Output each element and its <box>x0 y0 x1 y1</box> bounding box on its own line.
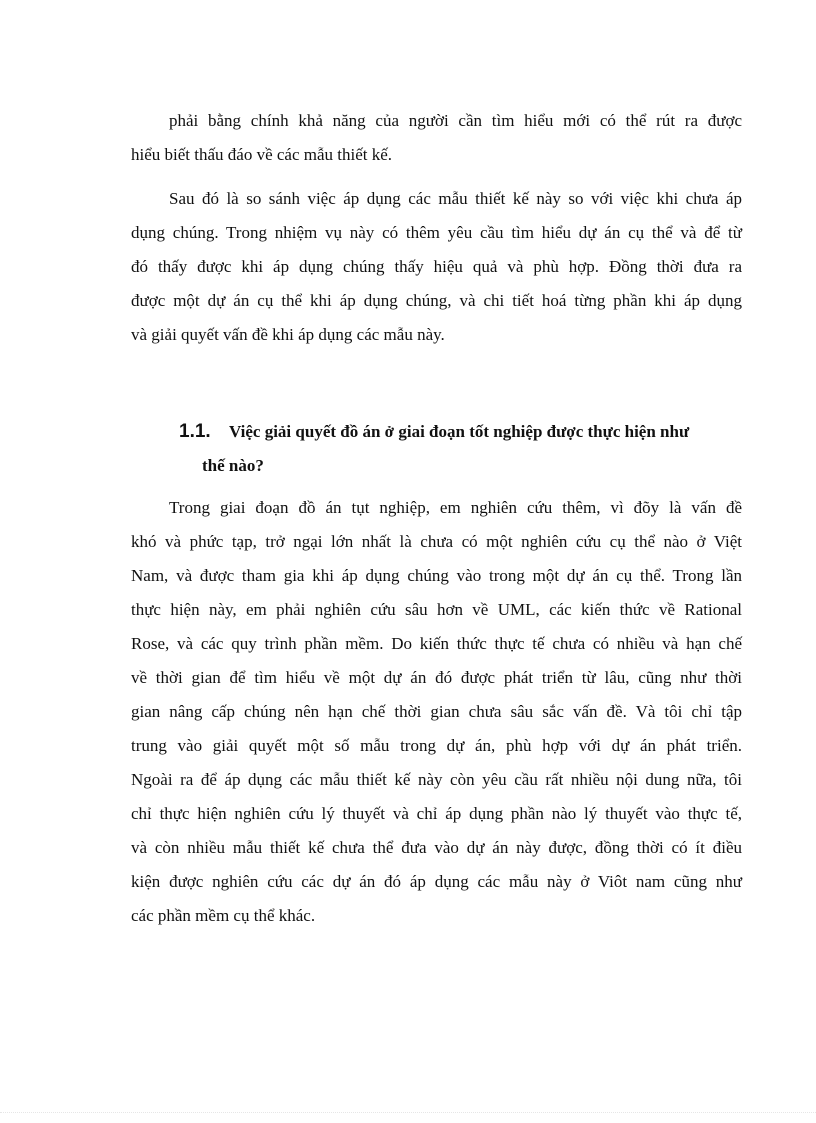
paragraph-line: Sau đó là so sánh việc áp dụng các mẫu thiết kế này so với việc khi chưa áp <box>169 189 742 208</box>
section-heading <box>179 415 743 483</box>
paragraph-line: được một dự án cụ thể khi áp dụng chúng, và chi tiết hoá từng phần khi áp dụng <box>131 291 742 310</box>
paragraph-line: Rose, và các quy trình phần mềm. Do kiến thức thực tế chưa có nhiều và hạn chế <box>131 634 742 653</box>
paragraph-line: thực hiện này, em phải nghiên cứu sâu hơn về UML, các kiến thức về Rational <box>131 600 742 619</box>
section-number: 1.1. <box>179 421 211 442</box>
paragraph-line: Ngoài ra để áp dụng các mẫu thiết kế này còn yêu cầu rất nhiều nội dung nữa, tôi <box>131 770 742 789</box>
paragraph-line: Trong giai đoạn đồ án tụt nghiệp, em nghiên cứu thêm, vì đõy là vấn đề <box>169 498 742 517</box>
paragraph-line: và còn nhiều mẫu thiết kế chưa thể đưa vào dự án này được, đồng thời có ít điều <box>131 838 742 857</box>
page-bottom-border <box>0 1112 816 1113</box>
paragraph-line: hiểu biết thấu đáo về các mẫu thiết kế. <box>131 145 393 164</box>
paragraph-line: chỉ thực hiện nghiên cứu lý thuyết và chỉ áp dụng phần nào lý thuyết vào thực tế, <box>131 804 742 823</box>
paragraph-line: các phần mềm cụ thể khác. <box>131 906 316 925</box>
paragraph-line: gian nâng cấp chúng nên hạn chế thời gian chưa sâu sắc vấn đề. Và tôi chỉ tập <box>131 702 742 721</box>
paragraph-line: kiện được nghiên cứu các dự án đó áp dụng các mẫu này ở Viôt nam cũng như <box>131 872 742 891</box>
paragraph-line: phải bằng chính khả năng của người cần tìm hiểu mới có thể rút ra được <box>169 111 742 130</box>
paragraph-comparison <box>131 182 742 352</box>
section-title: Việc giải quyết đồ án ở giai đoạn tốt nghiệp được thực hiện như <box>229 422 690 441</box>
section-title-continuation: thế nào? <box>202 456 264 475</box>
paragraph-line: đó thấy được khi áp dụng chúng thấy hiệu quả và phù hợp. Đồng thời đưa ra <box>131 257 742 276</box>
section-heading-line <box>179 415 743 449</box>
paragraph-line: trung vào giải quyết một số mẫu trong dự án, phù hợp với dự án phát triển. <box>131 736 742 755</box>
paragraph-continuation <box>131 104 742 172</box>
paragraph-line: khó và phức tạp, trở ngại lớn nhất là chưa có một nghiên cứu cụ thể nào ở Việt <box>131 532 742 551</box>
paragraph-graduation-work <box>131 491 742 933</box>
paragraph-line: về thời gian để tìm hiểu về một dự án đó được phát triển từ lâu, cũng như thời <box>131 668 742 687</box>
paragraph-line: dụng chúng. Trong nhiệm vụ này có thêm yêu cầu tìm hiểu dự án cụ thể và để từ <box>131 223 742 242</box>
paragraph-line: và giải quyết vấn đề khi áp dụng các mẫu này. <box>131 325 445 344</box>
paragraph-line: Nam, và được tham gia khi áp dụng chúng vào trong một dự án cụ thể. Trong lần <box>131 566 742 585</box>
